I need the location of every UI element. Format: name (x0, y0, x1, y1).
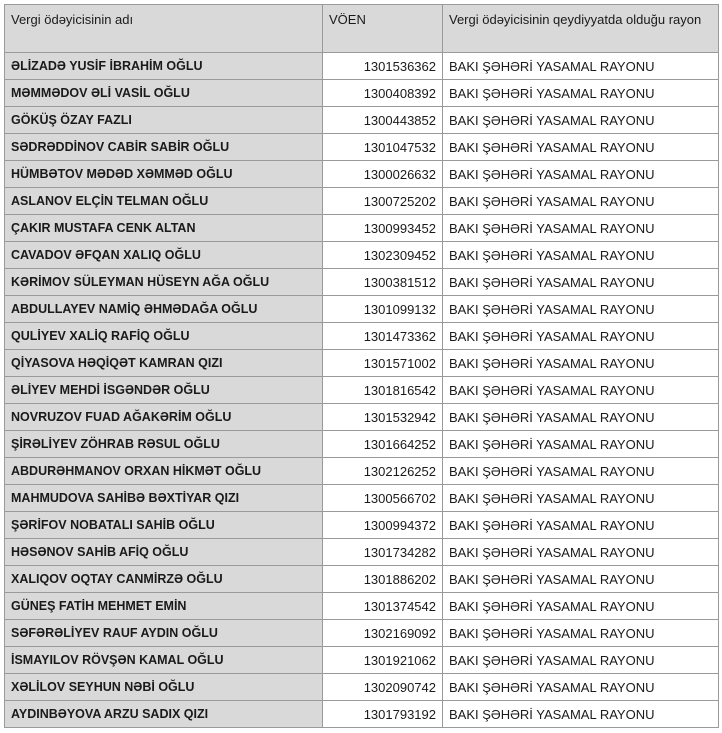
rayon-cell: BAKI ŞƏHƏRİ YASAMAL RAYONU (443, 593, 719, 620)
voen-cell: 1302169092 (323, 620, 443, 647)
table-row (5, 188, 719, 215)
table-row (5, 161, 719, 188)
table-row (5, 350, 719, 377)
table-row (5, 566, 719, 593)
rayon-cell: BAKI ŞƏHƏRİ YASAMAL RAYONU (443, 485, 719, 512)
rayon-cell: BAKI ŞƏHƏRİ YASAMAL RAYONU (443, 134, 719, 161)
taxpayer-name-cell: CAVADOV ƏFQAN XALIQ OĞLU (5, 242, 323, 269)
taxpayer-name-cell: ABDULLAYEV NAMİQ ƏHMƏDAĞA OĞLU (5, 296, 323, 323)
table-row (5, 674, 719, 701)
taxpayer-name-cell: NOVRUZOV FUAD AĞAKƏRİM OĞLU (5, 404, 323, 431)
taxpayer-name-cell: GÜNEŞ FATİH MEHMET EMİN (5, 593, 323, 620)
table-body (5, 53, 719, 728)
voen-cell: 1302090742 (323, 674, 443, 701)
voen-cell: 1301374542 (323, 593, 443, 620)
rayon-cell: BAKI ŞƏHƏRİ YASAMAL RAYONU (443, 431, 719, 458)
rayon-cell: BAKI ŞƏHƏRİ YASAMAL RAYONU (443, 350, 719, 377)
table-row (5, 458, 719, 485)
voen-cell: 1300566702 (323, 485, 443, 512)
table-row (5, 593, 719, 620)
voen-cell: 1300443852 (323, 107, 443, 134)
table-row (5, 431, 719, 458)
rayon-cell: BAKI ŞƏHƏRİ YASAMAL RAYONU (443, 620, 719, 647)
taxpayer-name-cell: MƏMMƏDOV ƏLİ VASİL OĞLU (5, 80, 323, 107)
table-row (5, 485, 719, 512)
voen-cell: 1302126252 (323, 458, 443, 485)
rayon-cell: BAKI ŞƏHƏRİ YASAMAL RAYONU (443, 323, 719, 350)
rayon-cell: BAKI ŞƏHƏRİ YASAMAL RAYONU (443, 53, 719, 80)
rayon-cell: BAKI ŞƏHƏRİ YASAMAL RAYONU (443, 512, 719, 539)
table-row (5, 512, 719, 539)
taxpayer-name-cell: ASLANOV ELÇİN TELMAN OĞLU (5, 188, 323, 215)
table-row (5, 404, 719, 431)
table-row (5, 701, 719, 728)
taxpayer-table-container (4, 4, 719, 728)
voen-cell: 1300994372 (323, 512, 443, 539)
taxpayer-name-cell: ƏLİZADƏ YUSİF İBRAHİM OĞLU (5, 53, 323, 80)
voen-cell: 1301734282 (323, 539, 443, 566)
taxpayer-name-cell: ƏLİYEV MEHDİ İSGƏNDƏR OĞLU (5, 377, 323, 404)
taxpayer-name-cell: GÖKÜŞ ÖZAY FAZLI (5, 107, 323, 134)
voen-cell: 1301921062 (323, 647, 443, 674)
voen-cell: 1301886202 (323, 566, 443, 593)
voen-cell: 1301664252 (323, 431, 443, 458)
table-row (5, 53, 719, 80)
voen-cell: 1300408392 (323, 80, 443, 107)
column-header-name: Vergi ödəyicisinin adı (5, 5, 323, 53)
column-header-voen: VÖEN (323, 5, 443, 53)
taxpayer-name-cell: ÇAKIR MUSTAFA CENK ALTAN (5, 215, 323, 242)
taxpayer-name-cell: SƏFƏRƏLİYEV RAUF AYDIN OĞLU (5, 620, 323, 647)
voen-cell: 1301536362 (323, 53, 443, 80)
taxpayer-name-cell: MAHMUDOVA SAHİBƏ BƏXTİYAR QIZI (5, 485, 323, 512)
rayon-cell: BAKI ŞƏHƏRİ YASAMAL RAYONU (443, 215, 719, 242)
voen-cell: 1302309452 (323, 242, 443, 269)
rayon-cell: BAKI ŞƏHƏRİ YASAMAL RAYONU (443, 458, 719, 485)
voen-cell: 1301816542 (323, 377, 443, 404)
rayon-cell: BAKI ŞƏHƏRİ YASAMAL RAYONU (443, 80, 719, 107)
table-row (5, 215, 719, 242)
taxpayer-name-cell: İSMAYILOV RÖVŞƏN KAMAL OĞLU (5, 647, 323, 674)
table-row (5, 296, 719, 323)
taxpayer-name-cell: ABDURƏHMANOV ORXAN HİKMƏT OĞLU (5, 458, 323, 485)
rayon-cell: BAKI ŞƏHƏRİ YASAMAL RAYONU (443, 674, 719, 701)
rayon-cell: BAKI ŞƏHƏRİ YASAMAL RAYONU (443, 566, 719, 593)
taxpayer-name-cell: ŞƏRİFOV NOBATALI SAHİB OĞLU (5, 512, 323, 539)
voen-cell: 1301532942 (323, 404, 443, 431)
table-row (5, 134, 719, 161)
rayon-cell: BAKI ŞƏHƏRİ YASAMAL RAYONU (443, 647, 719, 674)
table-row (5, 323, 719, 350)
rayon-cell: BAKI ŞƏHƏRİ YASAMAL RAYONU (443, 296, 719, 323)
voen-cell: 1300993452 (323, 215, 443, 242)
taxpayer-name-cell: HƏSƏNOV SAHİB AFİQ OĞLU (5, 539, 323, 566)
rayon-cell: BAKI ŞƏHƏRİ YASAMAL RAYONU (443, 539, 719, 566)
table-row (5, 377, 719, 404)
table-row (5, 269, 719, 296)
voen-cell: 1301473362 (323, 323, 443, 350)
rayon-cell: BAKI ŞƏHƏRİ YASAMAL RAYONU (443, 404, 719, 431)
table-row (5, 107, 719, 134)
taxpayer-name-cell: QİYASOVA HƏQİQƏT KAMRAN QIZI (5, 350, 323, 377)
taxpayer-table (4, 4, 719, 728)
taxpayer-name-cell: QULİYEV XALİQ RAFİQ OĞLU (5, 323, 323, 350)
table-header-row (5, 5, 719, 53)
voen-cell: 1301047532 (323, 134, 443, 161)
taxpayer-name-cell: XALIQOV OQTAY CANMİRZƏ OĞLU (5, 566, 323, 593)
taxpayer-name-cell: KƏRİMOV SÜLEYMAN HÜSEYN AĞA OĞLU (5, 269, 323, 296)
taxpayer-name-cell: XƏLİLOV SEYHUN NƏBİ OĞLU (5, 674, 323, 701)
rayon-cell: BAKI ŞƏHƏRİ YASAMAL RAYONU (443, 242, 719, 269)
voen-cell: 1301571002 (323, 350, 443, 377)
voen-cell: 1300725202 (323, 188, 443, 215)
taxpayer-name-cell: ŞİRƏLİYEV ZÖHRAB RƏSUL OĞLU (5, 431, 323, 458)
taxpayer-name-cell: AYDINBƏYOVA ARZU SADIX QIZI (5, 701, 323, 728)
voen-cell: 1301793192 (323, 701, 443, 728)
table-row (5, 80, 719, 107)
column-header-rayon: Vergi ödəyicisinin qeydiyyatda olduğu rayon (443, 5, 719, 53)
table-row (5, 539, 719, 566)
voen-cell: 1300381512 (323, 269, 443, 296)
table-row (5, 647, 719, 674)
table-row (5, 242, 719, 269)
rayon-cell: BAKI ŞƏHƏRİ YASAMAL RAYONU (443, 161, 719, 188)
rayon-cell: BAKI ŞƏHƏRİ YASAMAL RAYONU (443, 377, 719, 404)
voen-cell: 1301099132 (323, 296, 443, 323)
table-row (5, 620, 719, 647)
rayon-cell: BAKI ŞƏHƏRİ YASAMAL RAYONU (443, 701, 719, 728)
voen-cell: 1300026632 (323, 161, 443, 188)
taxpayer-name-cell: SƏDRƏDDİNOV CABİR SABİR OĞLU (5, 134, 323, 161)
rayon-cell: BAKI ŞƏHƏRİ YASAMAL RAYONU (443, 269, 719, 296)
rayon-cell: BAKI ŞƏHƏRİ YASAMAL RAYONU (443, 188, 719, 215)
rayon-cell: BAKI ŞƏHƏRİ YASAMAL RAYONU (443, 107, 719, 134)
taxpayer-name-cell: HÜMBƏTOV MƏDƏD XƏMMƏD OĞLU (5, 161, 323, 188)
